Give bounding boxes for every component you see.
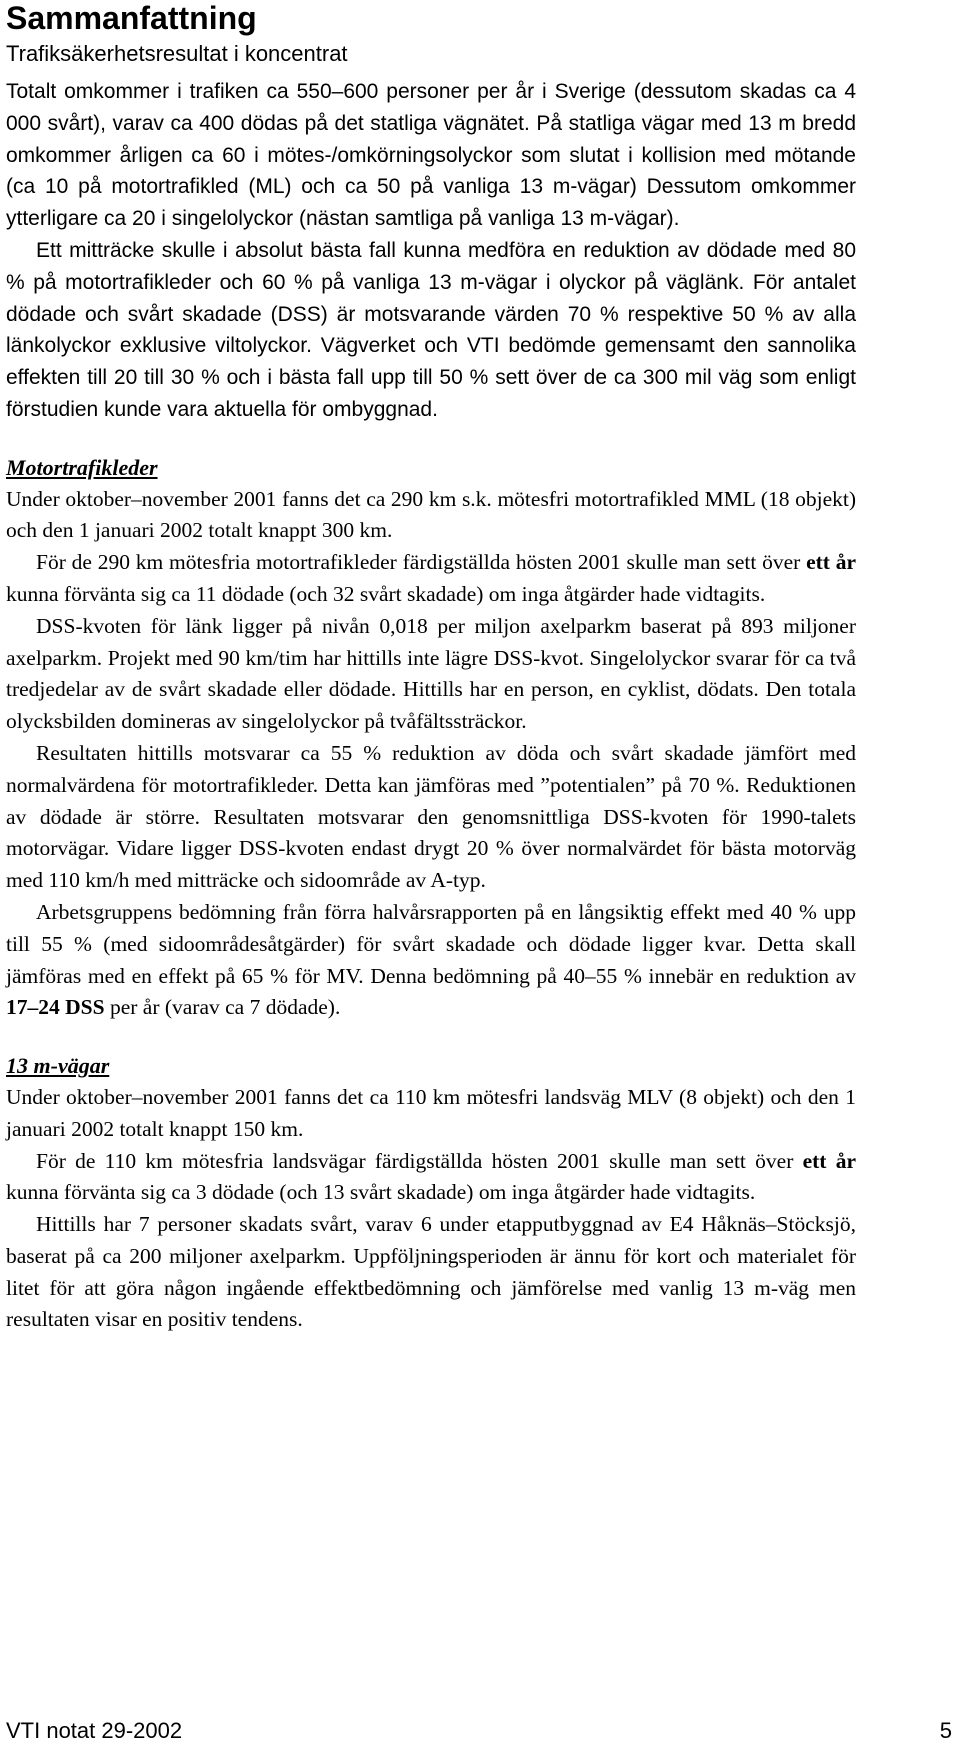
- intro-paragraph-2: Ett mitträcke skulle i absolut bästa fall kunna medföra en reduktion av dödade med 80 % på motortrafikleder och 60 % på vanliga 13 m-vägar i olyckor på väglänk. För antalet dödade och svårt skadade (DSS) är motsvarande värden 70 % respektive 50 % av alla länkolyckor exklusive viltolyckor. Vägverket och VTI bedömde gemensamt den sannolika effekten till 20 till 30 % och i bästa fall upp till 50 % sett över de ca 300 mil väg som enligt förstudien kunde vara aktuella för ombyggnad.: [6, 238, 856, 421]
- text-run: Arbetsgruppens bedömning från förra halvårsrapporten på en långsiktig effekt med 40 % upp till 55 % (med sidoområdesåtgärder) för svårt skadade och dödade ligger kvar. Detta skall jämföras med en effekt på 65 % för MV. Denna bedömning på 40–55 % innebär en reduktion av: [6, 899, 856, 988]
- text-run: kunna förvänta sig ca 11 dödade (och 32 svårt skadade) om inga åtgärder hade vidtagits.: [6, 581, 766, 606]
- emphasis-text: ett år: [806, 550, 857, 575]
- page-footer: [6, 1716, 952, 1746]
- page-number: 5: [939, 1718, 952, 1743]
- m13-paragraph-1: Under oktober–november 2001 fanns det ca 110 km mötesfri landsväg MLV (8 objekt) och den 1 januari 2002 totalt knappt 150 km.: [6, 1084, 856, 1141]
- motor-paragraph-2: [6, 547, 856, 611]
- emphasis-text: ett år: [802, 1148, 856, 1173]
- intro-paragraph-1: Totalt omkommer i trafiken ca 550–600 personer per år i Sverige (dessutom skadas ca 4 000 svårt), varav ca 400 dödas på det statliga vägnätet. På statliga vägar med 13 m bredd omkommer årligen ca 60 i mötes-/omkörningsolyckor som slutat i kollision med mötande (ca 10 på motortrafikled (ML) och ca 50 på vanliga 13 m-vägar) Dessutom omkommer ytterligare ca 20 i singelolyckor (nästan samtliga på vanliga 13 m-vägar).: [6, 80, 856, 231]
- motor-paragraph-3: DSS-kvoten för länk ligger på nivån 0,018 per miljon axelparkm baserat på 893 miljoner axelparkm. Projekt med 90 km/tim har hittills inte lägre DSS-kvot. Singelolyckor svarar för ca två tredjedelar av de svårt skadade eller dödade. Hittills har en person, en cyklist, dödats. Den totala olycksbilden domineras av singelolyckor på tvåfältssträckor.: [6, 613, 856, 734]
- m13-paragraph-3: Hittills har 7 personer skadats svårt, varav 6 under etapputbyggnad av E4 Håknäs–Stöcksjö, baserat på ca 200 miljoner axelparkm. Uppföljningsperioden är ännu för kort och materialet för litet för att göra någon ingående effektbedömning och jämförelse med vanlig 13 m-väg men resultaten visar en positiv tendens.: [6, 1212, 856, 1332]
- motor-paragraph-1: Under oktober–november 2001 fanns det ca 290 km s.k. mötesfri motortrafikled MML (18 objekt) och den 1 januari 2002 totalt knappt 300 km.: [6, 486, 856, 543]
- section-heading-13m-vagar: 13 m-vägar: [6, 1053, 110, 1079]
- document-page: [6, 0, 856, 1336]
- page-title: Sammanfattning: [6, 0, 257, 36]
- text-run: per år (varav ca 7 dödade).: [104, 995, 341, 1020]
- text-run: kunna förvänta sig ca 3 dödade (och 13 svårt skadade) om inga åtgärder hade vidtagits.: [6, 1180, 756, 1205]
- text-run: För de 290 km mötesfria motortrafikleder färdigställda hösten 2001 skulle man sett över: [36, 550, 807, 575]
- page-subtitle: Trafiksäkerhetsresultat i koncentrat: [6, 41, 348, 66]
- motor-paragraph-5: [6, 897, 856, 1024]
- section-heading-motortrafikleder: Motortrafikleder: [6, 454, 158, 480]
- m13-paragraph-2: [6, 1146, 856, 1210]
- text-run: För de 110 km mötesfria landsvägar färdigställda hösten 2001 skulle man sett över: [36, 1148, 803, 1173]
- footer-report-id: VTI notat 29-2002: [6, 1718, 183, 1743]
- motor-paragraph-4: Resultaten hittills motsvarar ca 55 % reduktion av döda och svårt skadade jämfört med normalvärdena för motortrafikleder. Detta kan jämföras med ”potentialen” på 70 %. Reduktionen av dödade är större. Resultaten motsvarar den genomsnittliga DSS-kvoten för 1990-talets motorvägar. Vidare ligger DSS-kvoten endast drygt 20 % över normalvärdet för bästa motorväg med 110 km/h med mitträcke och sidoområde av A-typ.: [6, 740, 856, 893]
- emphasis-text: 17–24 DSS: [6, 995, 105, 1020]
